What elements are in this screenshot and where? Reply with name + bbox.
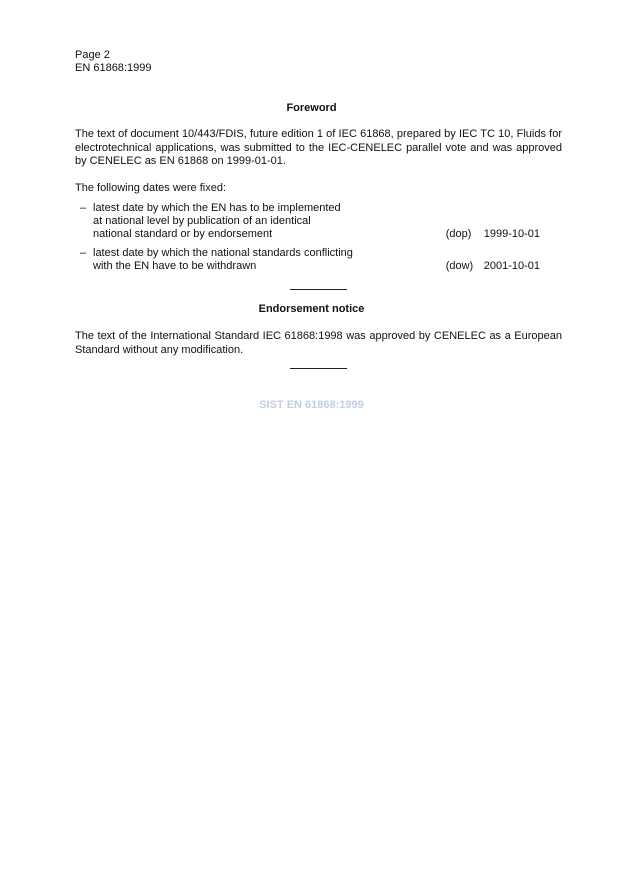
dates-list [80, 202, 540, 279]
date-abbr: (dop) [445, 228, 472, 240]
list-dash: – [80, 202, 87, 214]
dates-intro: The following dates were fixed: [75, 182, 227, 194]
date-item-line: latest date by which the EN has to be implemented [93, 202, 341, 214]
date-abbr: (dow) [445, 260, 474, 272]
date-item-line: latest date by which the national standards conflicting [93, 247, 353, 259]
date-item-dow [80, 247, 540, 273]
date-code [446, 260, 540, 273]
date-value: 2001-10-01 [483, 260, 540, 272]
page-header [75, 49, 151, 75]
date-item-line: at national level by publication of an identical [93, 215, 311, 227]
page-number: Page 2 [75, 49, 110, 61]
foreword-paragraph: The text of document 10/443/FDIS, future edition 1 of IEC 61868, prepared by IEC TC 10, Fluids for electrotechnical applications, was submitted to the IEC-CENELEC parallel vote and was approved by CENELEC as EN 61868 on 1999-01-01. [75, 128, 562, 167]
section-divider [290, 289, 347, 290]
date-code [446, 228, 540, 241]
date-value: 1999-10-01 [483, 228, 540, 240]
foreword-title: Foreword [286, 102, 337, 114]
standard-number: EN 61868:1999 [75, 62, 152, 74]
date-item-dop [80, 202, 540, 241]
date-item-line: national standard or by endorsement [93, 228, 273, 240]
endorsement-title: Endorsement notice [258, 303, 365, 315]
endorsement-paragraph: The text of the International Standard IEC 61868:1998 was approved by CENELEC as a European Standard without any modification. [75, 330, 562, 356]
date-item-line: with the EN have to be withdrawn [93, 260, 257, 272]
section-divider [290, 368, 347, 369]
list-dash: – [80, 247, 87, 259]
watermark: SIST EN 61868:1999 [259, 399, 364, 411]
